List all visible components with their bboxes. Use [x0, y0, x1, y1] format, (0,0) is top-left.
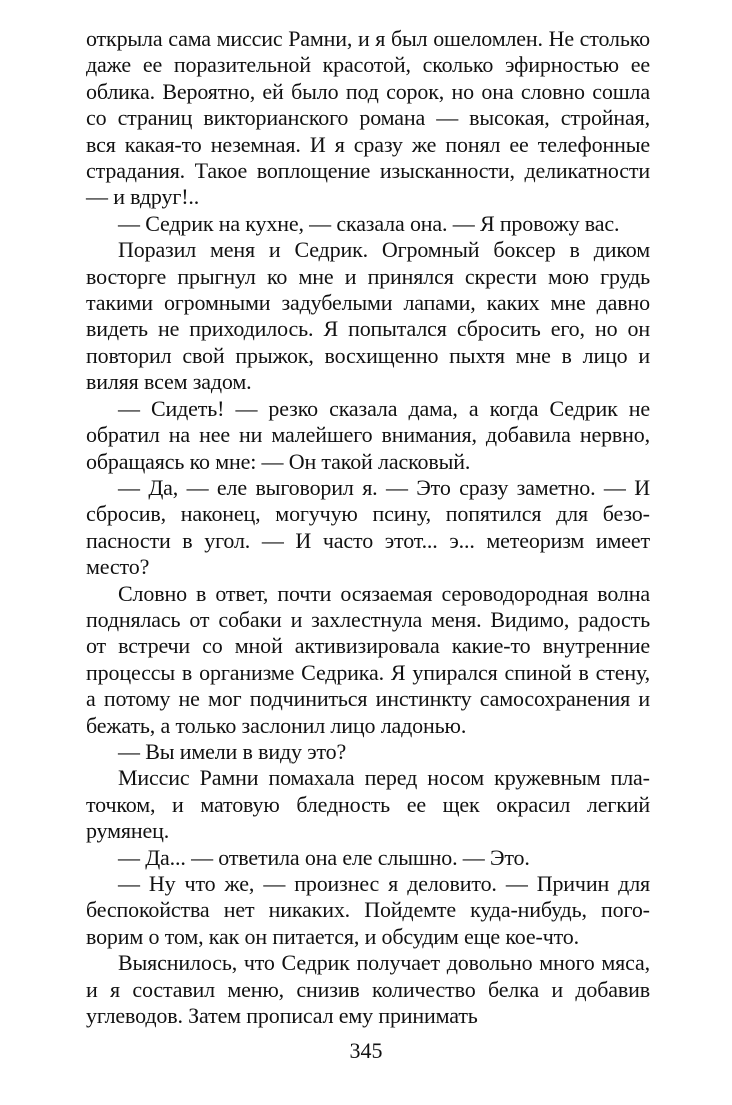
paragraph: Поразил меня и Седрик. Огромный боксер в диком восторге прыгнул ко мне и принялся скрести мою грудь такими огромными задубелыми лапами, каких мне давно видеть не приходилось. Я попытался сбросить его, но он повторил свой прыжок, восхищенно пыхтя мне в лицо и виляя всем задом.	[86, 237, 650, 395]
paragraph: — Седрик на кухне, — сказала она. — Я провожу вас.	[118, 210, 620, 236]
body-text	[86, 26, 650, 1029]
paragraph: Миссис Рамни помахала перед носом кружевным платочком, и матовую бледность ее щек окрасил легкий румянец.	[86, 765, 650, 844]
paragraph: — Да... — ответила она еле слышно. — Это.	[118, 844, 530, 870]
paragraph: открыла сама миссис Рамни, и я был ошеломлен. Не столько даже ее поразительной красотой, сколько эфирностью ее облика. Вероятно, ей было под сорок, но она словно сошла со страниц викторианского романа — высокая, стройная, вся какая-то неземная. И я сразу же понял ее телефонные страдания. Такое воплощение изысканности, деликатности — и вдруг!..	[86, 26, 650, 210]
paragraph: — Да, — еле выговорил я. — Это сразу заметно. — И сбросив, наконец, могучую псину, попятился для безопасности в угол. — И часто этот... э... метеоризм имеет место?	[86, 474, 650, 580]
paragraph: — Вы имели в виду это?	[118, 738, 347, 764]
paragraph: Словно в ответ, почти осязаемая сероводородная волна поднялась от собаки и захлестнула меня. Видимо, радость от встречи со мной активизировала какие-то внутренние процессы в организме Седрика. Я упирался спиной в стену, а потому не мог подчиниться инстинкту самосохранения и бежать, а только заслонил лицо ладонью.	[86, 580, 650, 738]
paragraph: — Сидеть! — резко сказала дама, а когда Седрик не обратил на нее ни малейшего внимания, добавила нервно, обращаясь ко мне: — Он такой ласковый.	[86, 395, 650, 474]
paragraph: Выяснилось, что Седрик получает довольно много мяса, и я составил меню, снизив количество белка и добавив углеводов. Затем прописал ему принимать	[86, 950, 650, 1029]
page-number: 345	[349, 1038, 383, 1063]
paragraph: — Ну что же, — произнес я деловито. — Причин для беспокойства нет никаких. Пойдемте куда-нибудь, поговорим о том, как он питается, и обсудим еще кое-что.	[86, 871, 650, 949]
